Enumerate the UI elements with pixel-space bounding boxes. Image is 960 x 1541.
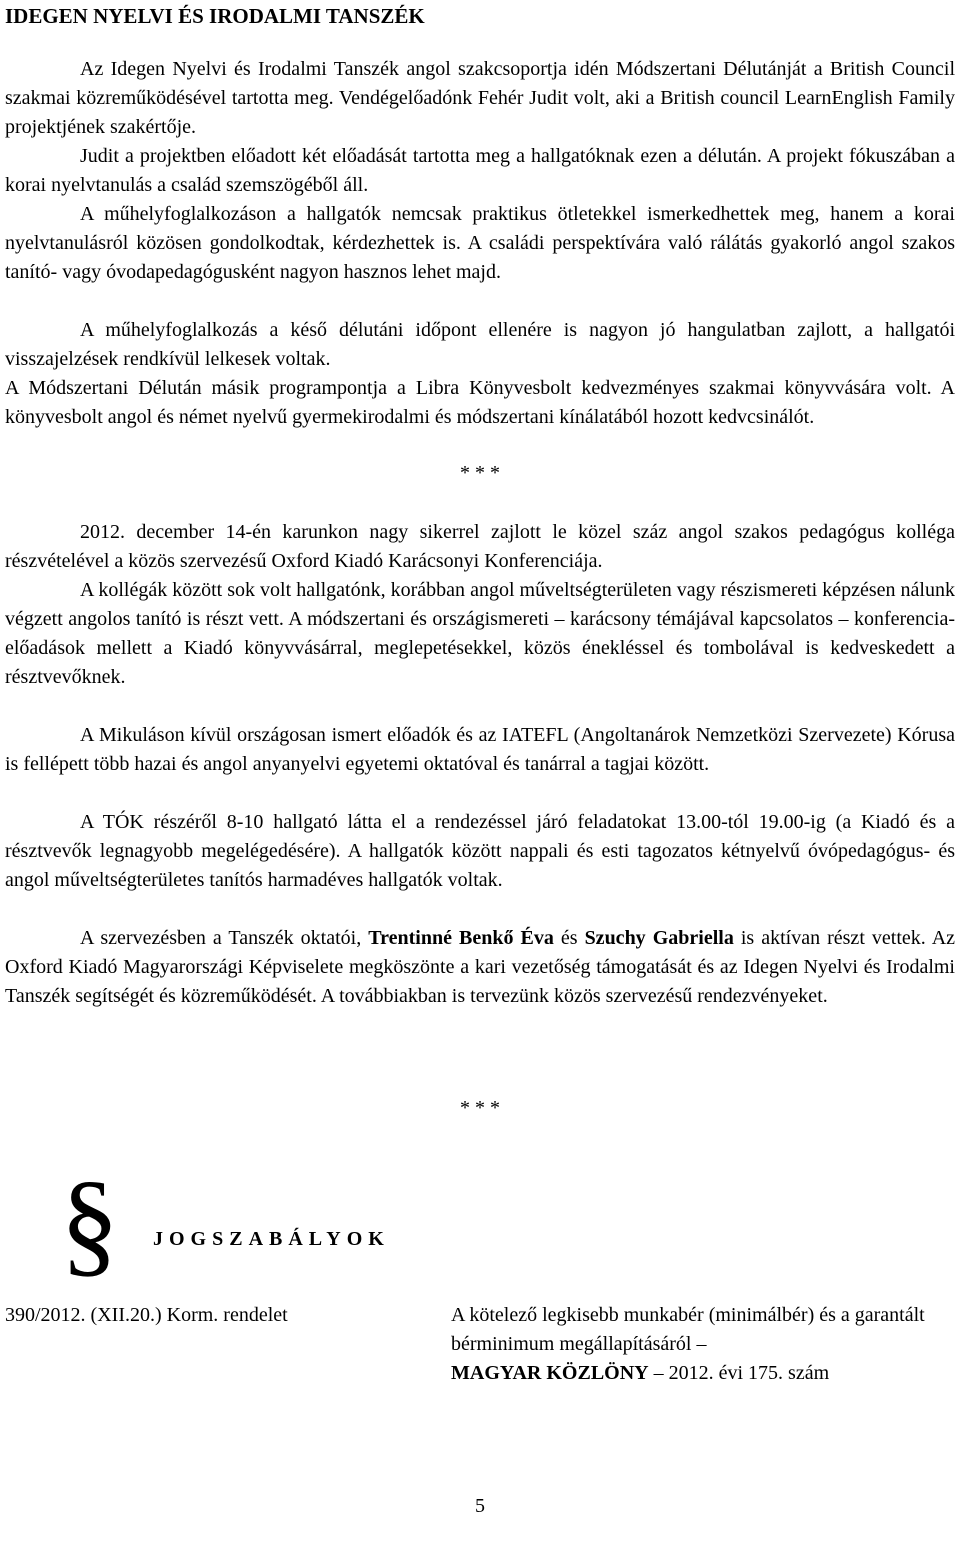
paragraph-organizers	[5, 924, 955, 1011]
organizer-name-1: Trentinné Benkő Éva	[368, 927, 554, 949]
paragraph-workshop: A műhelyfoglalkozáson a hallgatók nemcsak praktikus ötletekkel ismerkedhettek meg, hanem a korai nyelvtanulásról közösen gondolkodtak, kérdezhettek is. A családi perspektívára való rálátás gyakorló angol szakos tanító- vagy óvodapedagógusként nagyon hasznos lehet majd.	[5, 203, 955, 283]
paragraph-colleagues: A kollégák között sok volt hallgatónk, korábban angol műveltségterületen vagy részismereti képzésen nálunk végzett angolos tanító is részt vett. A módszertani és országismereti – karácsony témájával kapcsolatos – konferencia-előadások mellett a Kiadó könyvvásárral, meglepetésekkel, közös énekléssel és tombolával is kedveskedett a résztvevőknek.	[5, 579, 955, 688]
section-separator: * * *	[460, 462, 500, 484]
law-reference: 390/2012. (XII.20.) Korm. rendelet	[5, 1304, 288, 1326]
section-title-legislation: JOGSZABÁLYOK	[153, 1228, 390, 1250]
paragraph-performers: A Mikuláson kívül országosan ismert előadók és az IATEFL (Angoltanárok Nemzetközi Szervezete) Kórusa is fellépett több hazai és angol anyanyelvi egyetemi oktatóval és tanárral a tagjai között.	[5, 724, 955, 775]
organizers-text-before: A szervezésben a Tanszék oktatói,	[80, 927, 369, 949]
paragraph-project-focus: Judit a projektben előadott két előadását tartotta meg a hallgatóknak ezen a délután. A projekt fókuszában a korai nyelvtanulás a család szemszögéből áll.	[5, 145, 955, 196]
page-number: 5	[475, 1495, 485, 1517]
paragraph-students-help: A TÓK részéről 8-10 hallgató látta el a rendezéssel járó feladatokat 13.00-tól 19.00-ig (a Kiadó és a résztvevők legnagyobb megelégedésére). A hallgatók között nappali és esti tagozatos kétnyelvű óvópedagógus- és angol műveltségterületes tanítós harmadéves hallgatók voltak.	[5, 811, 955, 891]
organizer-name-2: Szuchy Gabriella	[584, 927, 734, 949]
paragraph-book-fair: A Módszertani Délután másik programpontja a Libra Könyvesbolt kedvezményes szakmai könyvvására volt. A könyvesbolt angol és német nyelvű gyermekirodalmi és módszertani kínálatából hozott kedvcsinálót.	[5, 377, 955, 428]
section-separator-2: * * *	[460, 1097, 500, 1119]
department-heading: IDEGEN NYELVI ÉS IRODALMI TANSZÉK	[5, 4, 425, 28]
paragraph-workshop-mood: A műhelyfoglalkozás a késő délutáni időpont ellenére is nagyon jó hangulatban zajlott, a hallgatói visszajelzések rendkívül lelkesek voltak.	[5, 319, 955, 370]
gazette-issue: – 2012. évi 175. szám	[648, 1362, 830, 1384]
law-description-text: A kötelező legkisebb munkabér (minimálbér) és a garantált bérminimum megállapításáról –	[451, 1304, 925, 1355]
organizers-text-middle: és	[553, 927, 585, 949]
section-symbol: §	[60, 1157, 119, 1288]
paragraph-oxford-conference: 2012. december 14-én karunkon nagy sikerrel zajlott le közel száz angol szakos pedagógus kolléga részvételével a közös szervezésű Oxford Kiadó Karácsonyi Konferenciája.	[5, 521, 955, 572]
paragraph-methodology-afternoon-intro: Az Idegen Nyelvi és Irodalmi Tanszék angol szakcsoportja idén Módszertani Délutánját a British Council szakmai közreműködésével tartotta meg. Vendégelőadónk Fehér Judit volt, aki a British council LearnEnglish Family projektjének szakértője.	[5, 58, 955, 138]
law-description	[451, 1301, 955, 1388]
gazette-name: MAGYAR KÖZLÖNY	[451, 1362, 649, 1384]
organizers-text-after: is aktívan részt vettek. Az Oxford Kiadó Magyarországi Képviselete megköszönte a kari vezetőség támogatását és az Idegen Nyelvi és Irodalmi Tanszék segítségét és közreműködését. A továbbiakban is tervezünk közös szervezésű rendezvényeket.	[5, 927, 956, 1007]
